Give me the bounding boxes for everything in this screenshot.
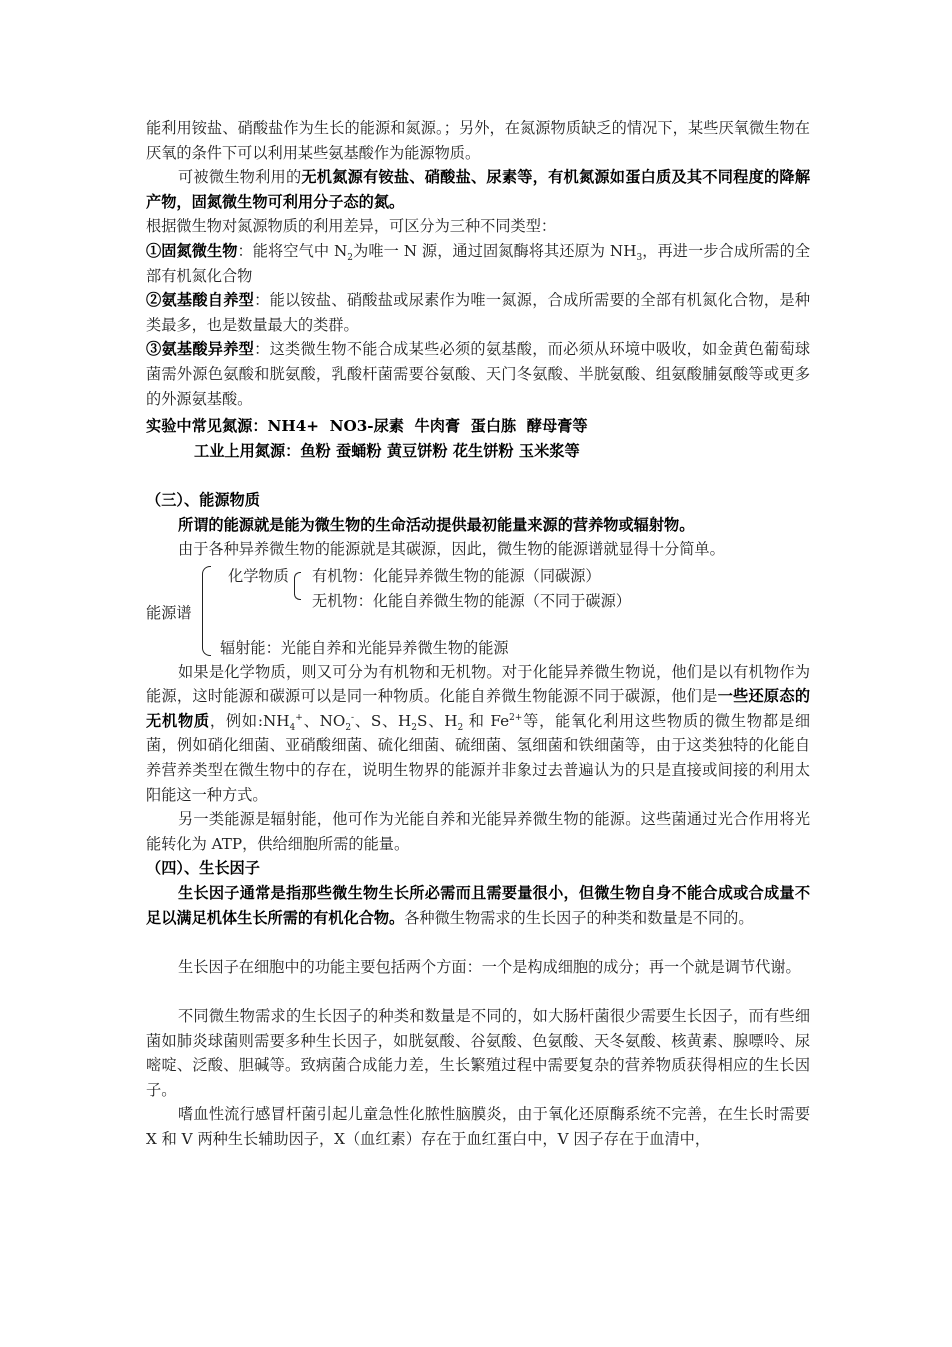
bold-text: 生长因子通常是指那些微生物生长所必需而且需要量很小，但微生物自身不能合成或合成量不足以满足机体生长所需的有机化合物。 — [146, 884, 810, 927]
type-head: ②氨基酸自养型 — [146, 291, 255, 310]
spacer — [146, 463, 810, 488]
energy-spectrum-diagram — [146, 562, 810, 660]
text: 各种微生物需求的生长因子的种类和数量是不同的。 — [404, 908, 754, 927]
para-radiant-energy: 另一类能源是辐射能，他可作为光能自养和光能异养微生物的能源。这些菌通过光合作用将光能转化为 ATP，供给细胞所需的能量。 — [146, 810, 810, 853]
spectrum-inorganic: 无机物：化能自养微生物的能源（不同于碳源） — [312, 591, 631, 610]
section-title-energy: （三）、能源物质 — [146, 490, 260, 509]
text: 为唯一 N 源，通过固氮酶将其还原为 NH — [353, 241, 637, 260]
spectrum-organic: 有机物：化能异养微生物的能源（同碳源） — [312, 566, 601, 585]
superscript: 2+ — [509, 712, 523, 723]
growth-factor-definition — [146, 881, 810, 930]
spacer — [146, 930, 810, 955]
text: 、S、H — [354, 711, 412, 730]
type-amino-heterotroph — [146, 337, 810, 411]
bold-text: 一些还原态的无机物质 — [146, 687, 811, 730]
subscript: 2 — [345, 722, 352, 733]
growth-factor-diversity: 不同微生物需求的生长因子的种类和数量是不同的，如大肠杆菌很少需要生长因子，而有些细菌如肺炎球菌则需要多种生长因子，如胱氨酸、谷氨酸、色氨酸、天冬氨酸、核黄素、腺嘌呤、尿嘧啶、泛酸、胆碱等。致病菌合成能力差，生长繁殖过程中需要复杂的营养物质获得相应的生长因子。 — [146, 1007, 810, 1099]
subscript: 2 — [411, 722, 418, 733]
industrial-nitrogen-sources: 工业上用氮源：鱼粉 蚕蛹粉 黄豆饼粉 花生饼粉 玉米浆等 — [194, 441, 580, 460]
superscript: - — [351, 712, 355, 723]
type-amino-autotroph — [146, 288, 810, 337]
type-head: ①固氮微生物 — [146, 241, 238, 260]
haemophilus-para: 嗜血性流行感冒杆菌引起儿童急性化脓性脑膜炎，由于氧化还原酶系统不完善，在生长时需要 X 和 V 两种生长辅助因子，X（血红素）存在于血红蛋白中，V 因子存在于血清中， — [146, 1105, 810, 1148]
spacer — [146, 979, 810, 1004]
text: 等，能氧化利用这些物质的微生物都是细菌，例如硝化细菌、亚硝酸细菌、硫化细菌、硫细菌、氢细菌和铁细菌等，由于这类独特的化能自养营养类型在微生物中的存在，说明生物界的能源并非象过去普遍认为的只是直接或间接的利用太阳能这一种方式。 — [146, 711, 811, 804]
document-page — [146, 116, 810, 1152]
text: ：能以铵盐、硝酸盐或尿素作为唯一氮源，合成所需要的全部有机氮化合物，是种类最多，也是数量最大的类群。 — [146, 291, 811, 334]
subscript: 2 — [457, 722, 464, 733]
outer-brace — [202, 566, 211, 656]
para-nitrogen-energy: 能利用铵盐、硝酸盐作为生长的能源和氮源。；另外，在氮源物质缺乏的情况下，某些厌氧微生物在厌氧的条件下可以利用某些氨基酸作为能源物质。 — [146, 119, 810, 162]
text: ，例如:NH — [209, 711, 290, 730]
energy-intro: 由于各种异养微生物的能源就是其碳源，因此，微生物的能源谱就显得十分简单。 — [178, 540, 725, 559]
spectrum-root: 能源谱 — [146, 603, 192, 622]
bold-text: 无机氮源有铵盐、硝酸盐、尿素等，有机氮源如蛋白质及其不同程度的降解产物，固氮微生物可利用分子态的氮。 — [146, 168, 811, 211]
energy-definition: 所谓的能源就是能为微生物的生命活动提供最初能量来源的营养物或辐射物。 — [178, 515, 695, 534]
text: 可被微生物利用的 — [178, 168, 302, 187]
spectrum-chemical: 化学物质 — [228, 566, 289, 585]
text: ，再进一步合成所需的全部有机氮化合物 — [146, 241, 811, 285]
subscript: 3 — [636, 253, 643, 263]
para-types-intro: 根据微生物对氮源物质的利用差异，可区分为三种不同类型： — [146, 217, 557, 236]
text: S、H — [417, 711, 458, 730]
text: 和 Fe — [463, 711, 510, 730]
para-chemical-energy — [146, 660, 810, 808]
superscript: + — [295, 712, 303, 723]
para-nitrogen-sources — [146, 165, 810, 214]
spectrum-radiant: 辐射能：光能自养和光能异养微生物的能源 — [220, 638, 509, 657]
lab-nitrogen-sources: 实验中常见氮源：NH4+ NO3-尿素 牛肉膏 蛋白胨 酵母膏等 — [146, 417, 588, 436]
text: ：能将空气中 N — [237, 241, 348, 260]
growth-factor-function: 生长因子在细胞中的功能主要包括两个方面：一个是构成细胞的成分；再一个就是调节代谢。 — [178, 957, 801, 976]
type-head: ③氨基酸异养型 — [146, 340, 255, 359]
text: 、NO — [302, 711, 346, 730]
text: 如果是化学物质，则又可分为有机物和无机物。对于化能异养微生物说，他们是以有机物作为能源，这时能源和碳源可以是同一种物质。化能自养微生物能源不同于碳源，他们是 — [146, 662, 810, 706]
type-nitrogen-fixing — [146, 239, 810, 288]
subscript: 4 — [289, 722, 296, 733]
text: ：这类微生物不能合成某些必须的氨基酸，而必须从环境中吸收，如金黄色葡萄球菌需外源色氨酸和胱氨酸，乳酸杆菌需要谷氨酸、天门冬氨酸、半胱氨酸、组氨酸脯氨酸等或更多的外源氨基酸。 — [146, 340, 811, 408]
inner-brace — [294, 572, 301, 600]
subscript: 2 — [347, 253, 354, 263]
section-title-growth-factor: （四）、生长因子 — [146, 859, 260, 878]
